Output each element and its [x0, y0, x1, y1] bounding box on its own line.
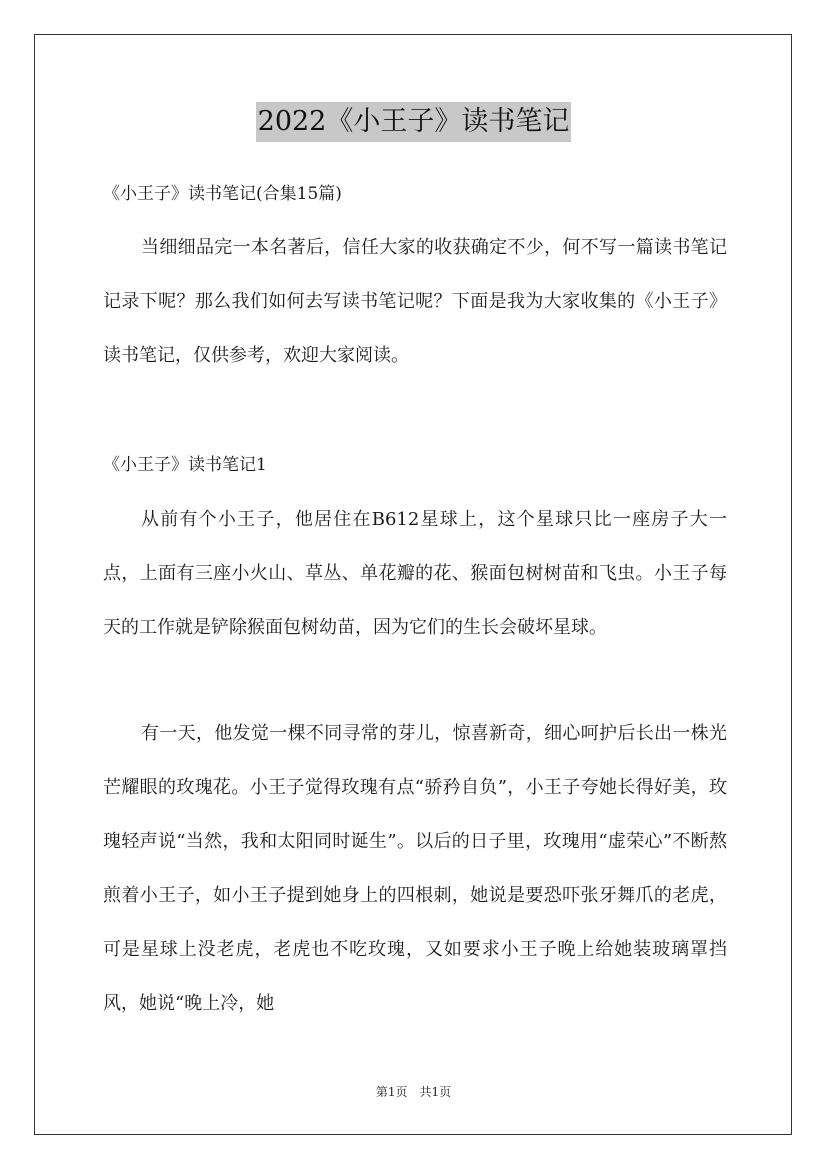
title-container	[0, 102, 827, 142]
body-paragraph: 有一天，他发觉一棵不同寻常的芽儿，惊喜新奇，细心呵护后长出一株光芒耀眼的玫瑰花。小王子觉得玫瑰有点“骄矜自负”，小王子夸她长得好美，玫瑰轻声说“当然，我和太阳同时诞生”。以后的日子里，玫瑰用“虚荣心”不断熬煎着小王子，如小王子提到她身上的四根刺，她说是要恐吓张牙舞爪的老虎，可是星球上没老虎，老虎也不吃玫瑰，又如要求小王子晚上给她装玻璃罩挡风，她说“晚上冷，她	[103, 723, 727, 1014]
body-paragraph: 从前有个小王子，他居住在B612星球上，这个星球只比一座房子大一点，上面有三座小火山、草丛、单花瓣的花、猴面包树树苗和飞虫。小王子每天的工作就是铲除猴面包树幼苗，因为它们的生长会破坏星球。	[103, 509, 727, 638]
intro-paragraph: 当细细品完一本名著后，信任大家的收获确定不少，何不写一篇读书笔记记录下呢？那么我们如何去写读书笔记呢？下面是我为大家收集的《小王子》读书笔记，仅供参考，欢迎大家阅读。	[103, 237, 727, 366]
document-subtitle: 《小王子》读书笔记(合集15篇)	[103, 184, 342, 204]
document-title: 2022《小王子》读书笔记	[256, 102, 572, 142]
page-footer: 第1页 共1页	[375, 1085, 452, 1099]
section-heading: 《小王子》读书笔记1	[103, 455, 267, 475]
